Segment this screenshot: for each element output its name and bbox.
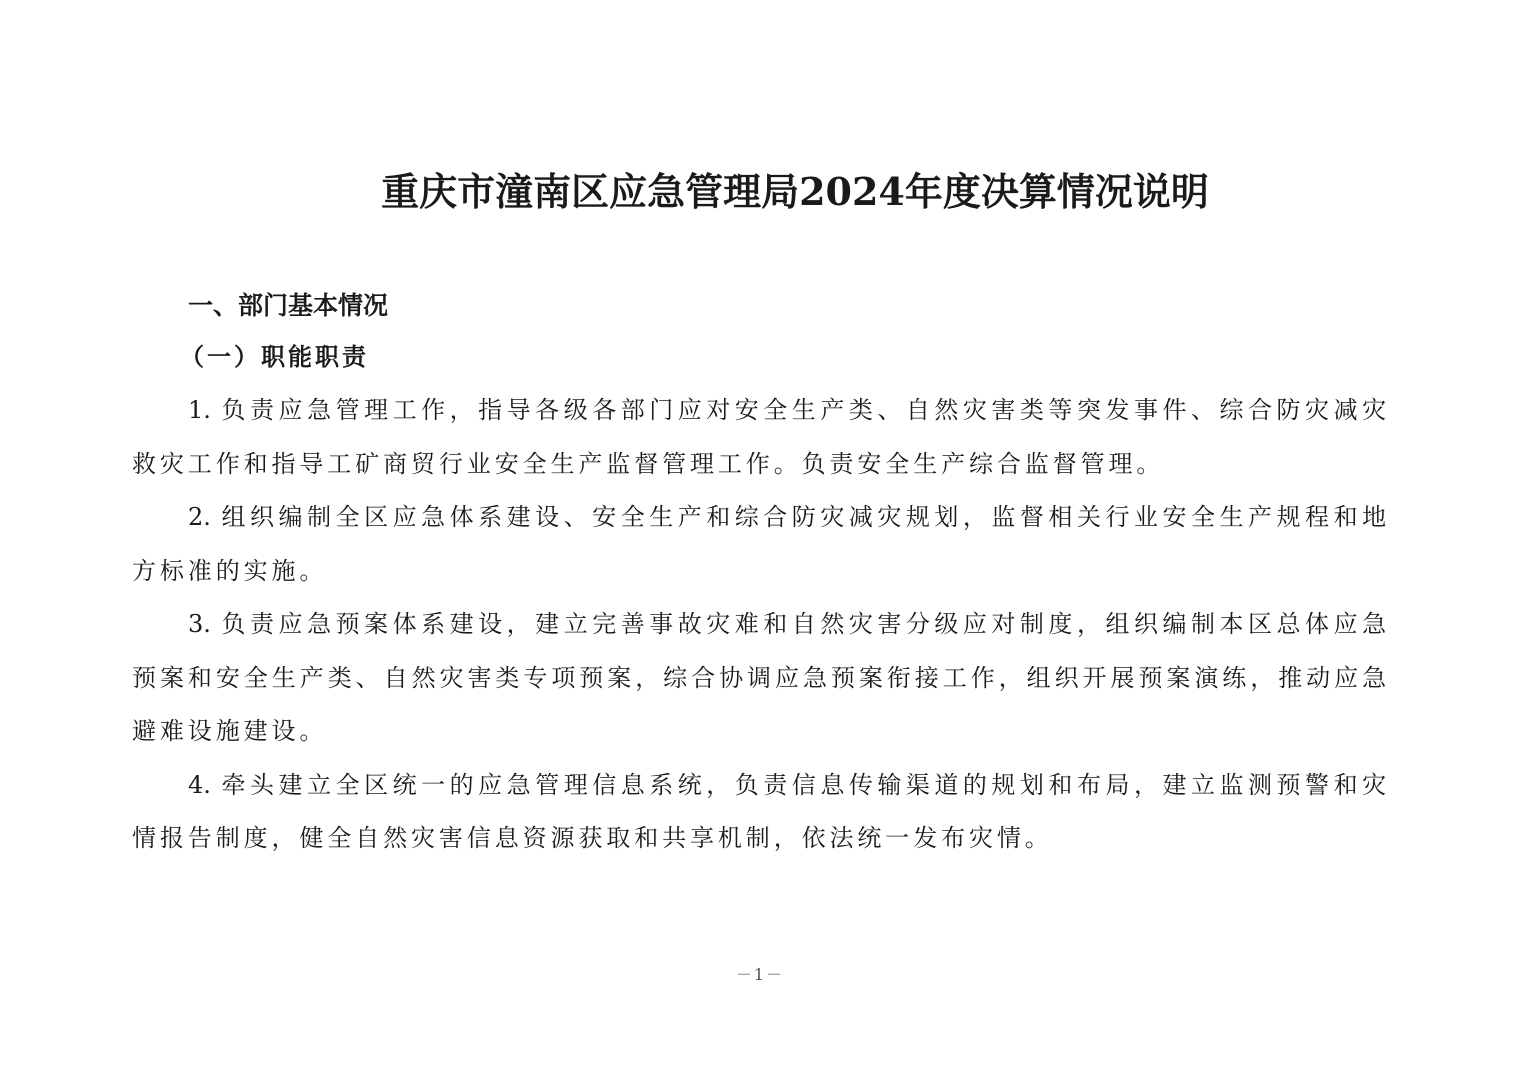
paragraph-3: [132, 598, 1390, 759]
page-number: －1－: [735, 965, 785, 984]
paragraph-number: 2.: [188, 503, 211, 531]
paragraph-4: [132, 759, 1390, 866]
paragraph-text: 负责应急管理工作，指导各级各部门应对安全生产类、自然灾害类等突发事件、综合防灾减灾救灾工作和指导工矿商贸行业安全生产监督管理工作。负责安全生产综合监督管理。: [132, 396, 1390, 478]
paragraph-number: 4.: [188, 770, 211, 799]
section-heading: 一、部门基本情况: [188, 291, 389, 320]
paragraph-number: 3.: [188, 610, 211, 638]
paragraph-text: 牵头建立全区统一的应急管理信息系统，负责信息传输渠道的规划和布局，建立监测预警和灾情报告制度，健全自然灾害信息资源获取和共享机制，依法统一发布灾情。: [132, 770, 1390, 852]
paragraph-text: 组织编制全区应急体系建设、安全生产和综合防灾减灾规划，监督相关行业安全生产规程和地方标准的实施。: [132, 503, 1390, 585]
paragraph-text: 负责应急预案体系建设，建立完善事故灾难和自然灾害分级应对制度，组织编制本区总体应急预案和安全生产类、自然灾害类专项预案，综合协调应急预案衔接工作，组织开展预案演练，推动应急避难设施建设。: [132, 610, 1390, 745]
document-title: 重庆市潼南区应急管理局2024年度决算情况说明: [381, 169, 1209, 214]
paragraph-2: [132, 491, 1390, 598]
paragraph-1: [132, 384, 1390, 491]
body-text: [132, 384, 1390, 866]
sub-heading: （一）职能职责: [180, 342, 369, 371]
paragraph-number: 1.: [188, 396, 211, 424]
